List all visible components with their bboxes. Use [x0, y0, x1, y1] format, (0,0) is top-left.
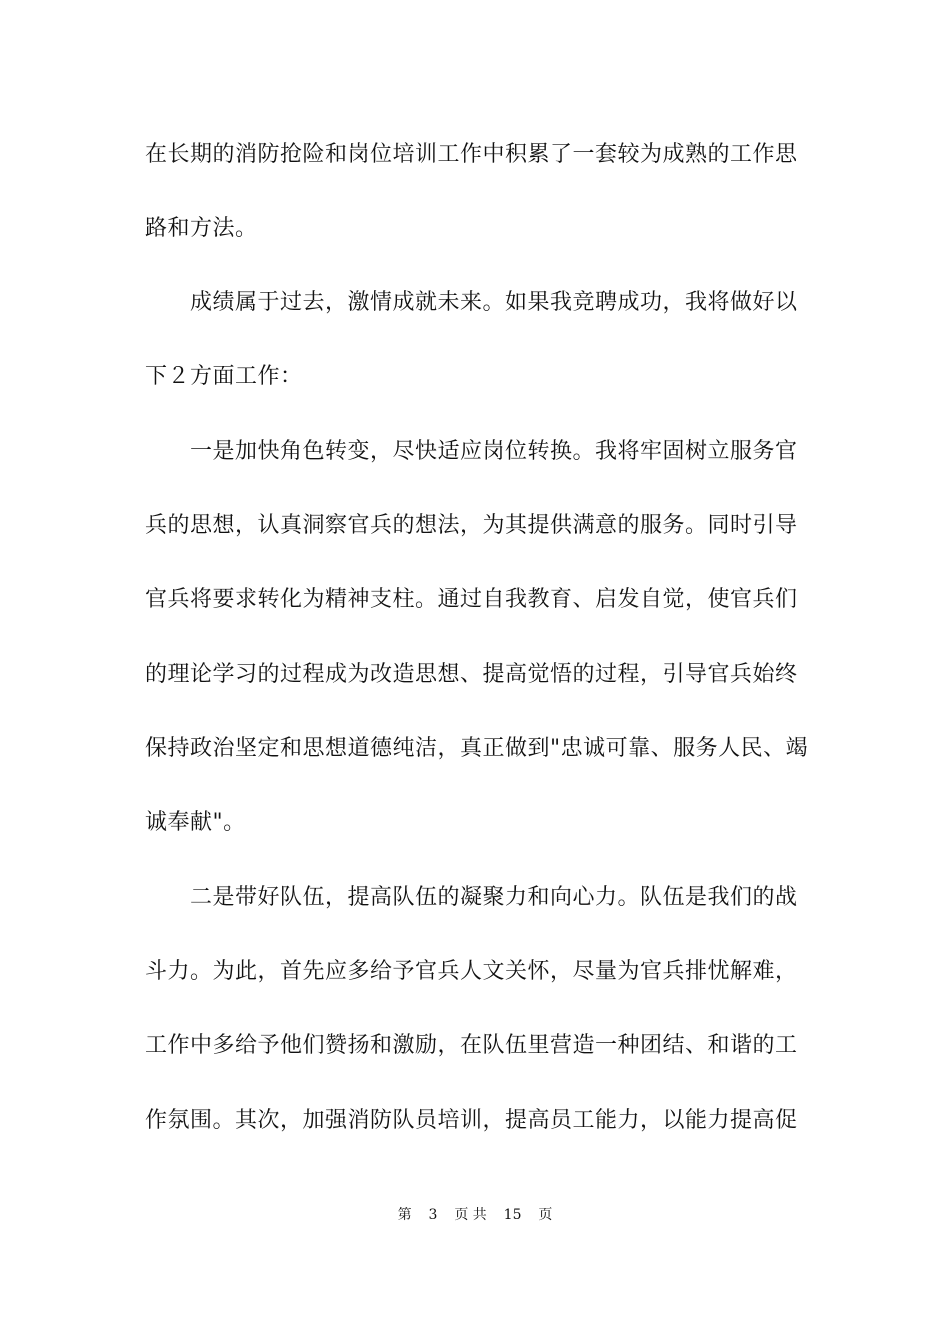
- body-text-line: 保持政治坚定和思想道德纯洁，真正做到"忠诚可靠、服务人民、竭: [145, 736, 809, 761]
- body-text-line: 兵的思想，认真洞察官兵的想法，为其提供满意的服务。同时引导: [145, 513, 798, 538]
- body-text-line: 斗力。为此，首先应多给予官兵人文关怀，尽量为官兵排忧解难，: [145, 959, 798, 984]
- body-text-line: 路和方法。: [145, 216, 258, 241]
- page-label-prefix: 第: [397, 1207, 412, 1223]
- body-text-line: 一是加快角色转变，尽快适应岗位转换。我将牢固树立服务官: [145, 439, 798, 464]
- body-text-line: 成绩属于过去，激情成就未来。如果我竞聘成功，我将做好以: [145, 290, 798, 315]
- body-text-line: 二是带好队伍，提高队伍的凝聚力和向心力。队伍是我们的战: [145, 885, 798, 910]
- page-footer: [0, 1206, 950, 1224]
- page-number: 3: [428, 1207, 438, 1223]
- body-text-line: 的理论学习的过程成为改造思想、提高觉悟的过程，引导官兵始终: [145, 662, 798, 687]
- body-text-line: 作氛围。其次，加强消防队员培训，提高员工能力，以能力提高促: [145, 1108, 798, 1133]
- body-text-line: 下２方面工作：: [145, 364, 303, 389]
- page-label-mid: 页 共: [454, 1207, 487, 1223]
- body-text-line: 官兵将要求转化为精神支柱。通过自我教育、启发自觉，使官兵们: [145, 587, 798, 612]
- total-pages: 15: [503, 1207, 522, 1223]
- body-text-line: 在长期的消防抢险和岗位培训工作中积累了一套较为成熟的工作思: [145, 142, 798, 167]
- page-label-suffix: 页: [538, 1207, 553, 1223]
- body-text-line: 诚奉献"。: [145, 810, 246, 835]
- body-text-line: 工作中多给予他们赞扬和激励，在队伍里营造一种团结、和谐的工: [145, 1033, 798, 1058]
